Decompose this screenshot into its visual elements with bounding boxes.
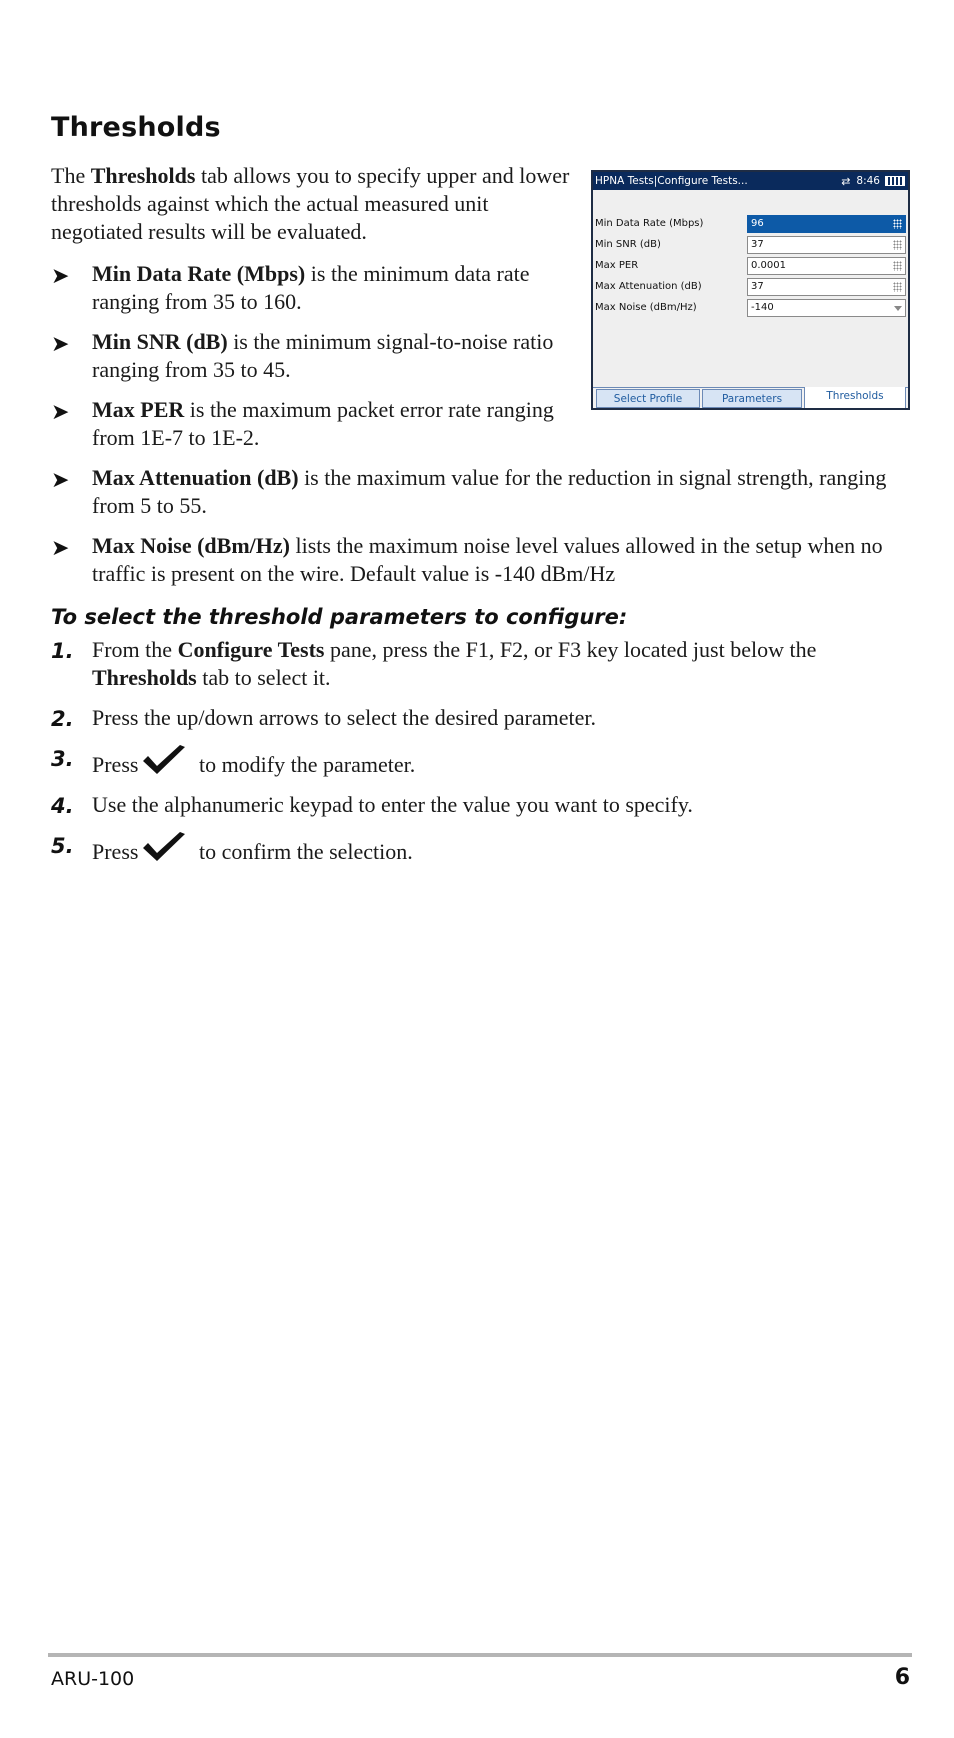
step-number: 1. [51, 639, 74, 663]
field-label: Max Noise (dBm/Hz) [595, 302, 697, 313]
step-text: Use the alphanumeric keypad to enter the value you want to specify. [92, 792, 693, 817]
step-text: to confirm the selection. [193, 839, 413, 864]
step-number: 4. [51, 794, 74, 818]
arrow-bullet-icon: ➤ [51, 332, 70, 357]
sync-icon: ⇄ [841, 174, 851, 188]
page-number: 6 [894, 1665, 910, 1690]
intro-paragraph [51, 162, 581, 246]
checkmark-icon [140, 744, 188, 778]
list-item [51, 328, 602, 384]
list-item [51, 260, 602, 316]
arrow-bullet-icon: ➤ [51, 400, 70, 425]
keypad-icon [893, 240, 902, 250]
list-item [51, 532, 911, 588]
field-row-min-snr[interactable] [593, 235, 908, 255]
description: is the minimum data rate ranging from 35 to 160. [92, 261, 530, 314]
arrow-bullet-icon: ➤ [51, 264, 70, 289]
description: lists the maximum noise level values allowed in the setup when no traffic is present on the wire. Default value is -140 dBm/Hz [92, 533, 883, 586]
arrow-bullet-icon: ➤ [51, 468, 70, 493]
step-item [51, 744, 911, 779]
checkmark-icon [140, 831, 188, 865]
term: Max PER [92, 397, 185, 422]
field-label: Min SNR (dB) [595, 239, 661, 250]
step-text: Press [92, 752, 139, 777]
device-titlebar [593, 172, 908, 190]
min-snr-field[interactable] [747, 236, 906, 254]
step-bold: Thresholds [92, 665, 197, 690]
step-item [51, 704, 911, 732]
min-data-rate-field[interactable] [747, 215, 906, 233]
field-label: Max PER [595, 260, 639, 271]
term: Max Noise (dBm/Hz) [92, 533, 290, 558]
step-item [51, 791, 911, 819]
term: Min Data Rate (Mbps) [92, 261, 306, 286]
step-text: pane, press the F1, F2, or F3 key located just below the [324, 637, 817, 662]
keypad-icon [893, 219, 902, 229]
procedure-title: To select the threshold parameters to configure: [51, 605, 628, 629]
step-number: 2. [51, 707, 74, 731]
arrow-bullet-icon: ➤ [51, 536, 70, 561]
battery-icon [885, 176, 905, 186]
description: is the maximum packet error rate ranging from 1E-7 to 1E-2. [92, 397, 554, 450]
field-label: Min Data Rate (Mbps) [595, 218, 704, 229]
threshold-list [51, 260, 911, 600]
footer-rule [48, 1653, 912, 1657]
field-value: -140 [751, 302, 774, 313]
step-text: tab to select it. [196, 665, 331, 690]
tab-select-profile[interactable]: Select Profile [596, 389, 700, 408]
procedure-steps [51, 636, 911, 878]
field-label: Max Attenuation (dB) [595, 281, 702, 292]
step-item [51, 831, 911, 866]
description: is the minimum signal-to-noise ratio ranging from 35 to 45. [92, 329, 554, 382]
step-text: to modify the parameter. [193, 752, 416, 777]
list-item [51, 464, 911, 520]
term: Max Attenuation (dB) [92, 465, 299, 490]
field-value: 0.0001 [751, 260, 786, 271]
field-row-min-data-rate[interactable] [593, 214, 908, 234]
step-item [51, 636, 911, 692]
step-number: 3. [51, 747, 74, 771]
page-heading: Thresholds [51, 112, 221, 143]
intro-text: The [51, 163, 91, 188]
step-text: From the [92, 637, 178, 662]
list-item [51, 396, 602, 452]
tab-parameters[interactable]: Parameters [702, 389, 802, 408]
intro-text-rest: tab allows you to specify upper and lower thresholds against which the actual measured unit negotiated results will be evaluated. [51, 163, 570, 244]
intro-bold-thresholds: Thresholds [90, 163, 196, 188]
device-title: HPNA Tests|Configure Tests... [595, 175, 748, 187]
step-text: Press [92, 839, 139, 864]
tab-thresholds[interactable]: Thresholds [804, 387, 906, 408]
description: is the maximum value for the reduction in signal strength, ranging from 5 to 55. [92, 465, 887, 518]
step-number: 5. [51, 834, 74, 858]
field-value: 37 [751, 239, 764, 250]
step-text: Press the up/down arrows to select the desired parameter. [92, 705, 597, 730]
footer-product-name: ARU-100 [51, 1668, 135, 1690]
device-clock: 8:46 [856, 175, 880, 187]
term: Min SNR (dB) [92, 329, 228, 354]
step-bold: Configure Tests [177, 637, 325, 662]
field-value: 37 [751, 281, 764, 292]
field-value: 96 [751, 218, 764, 229]
